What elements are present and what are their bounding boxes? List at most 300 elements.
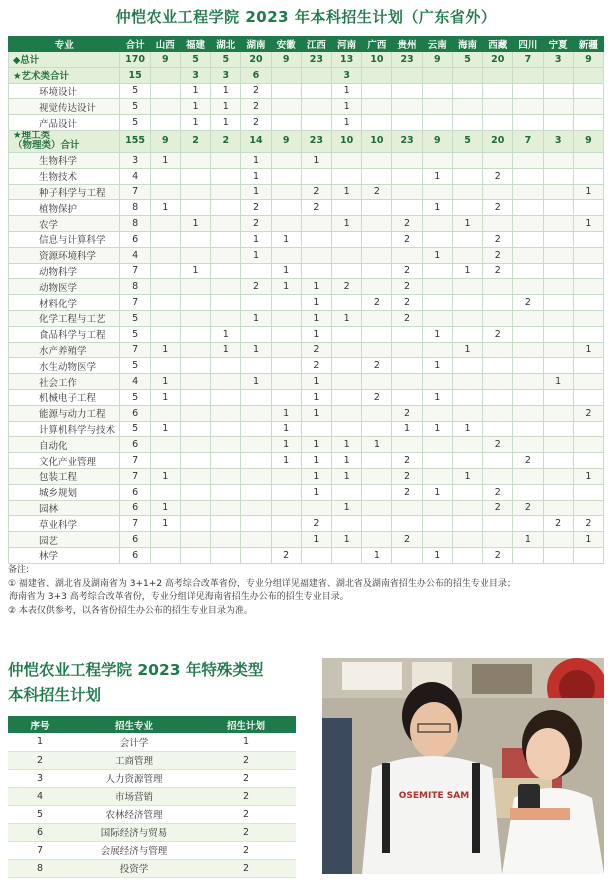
province-count-cell [452,405,482,421]
province-count-cell: 2 [392,453,422,469]
province-count-cell [452,184,482,200]
province-count-cell [513,437,543,453]
province-count-cell: 1 [271,263,301,279]
special-column-header: 序号 [8,716,72,733]
major-name: 信息与计算科学 [9,231,120,247]
column-header: 山西 [150,37,180,52]
province-count-cell [362,421,392,437]
province-count-cell [211,405,241,421]
column-header: 广西 [362,37,392,52]
province-count-cell [422,295,452,311]
province-count-cell [573,484,603,500]
province-count-cell [483,216,513,232]
column-header: 宁夏 [543,37,573,52]
province-count-cell: 1 [422,326,452,342]
province-count-cell: 10 [362,130,392,152]
notes-line-2: 海南省为 3+3 高考综合改革省份，专业分组详见海南省招生办公布的招生专业目录。 [9,592,349,602]
province-count-cell [241,516,271,532]
province-count-cell [271,247,301,263]
major-name: 生物科学 [9,152,120,168]
table-row [9,532,604,548]
province-count-cell: 1 [301,405,331,421]
province-count-cell [211,358,241,374]
province-count-cell [362,310,392,326]
province-count-cell [513,516,543,532]
table-row [9,468,604,484]
major-name: 植物保护 [9,200,120,216]
province-count-cell [180,516,210,532]
province-count-cell: 1 [150,421,180,437]
province-count-cell: 2 [271,547,301,563]
province-count-cell [573,500,603,516]
province-count-cell [301,231,331,247]
table-row [9,374,604,390]
special-column-header: 招生计划 [196,716,296,733]
province-count-cell [573,295,603,311]
province-count-cell [483,389,513,405]
province-count-cell: 1 [271,279,301,295]
notes-line-1: ① 福建省、湖北省及湖南省为 3+1+2 高考综合改革省份，专业分组详见福建省、湖北省及湖南省招生办公布的招生专业目录； [8,578,516,589]
province-count-cell [362,83,392,99]
province-count-cell: 1 [422,168,452,184]
province-count-cell [241,547,271,563]
province-count-cell: 13 [332,52,362,68]
province-count-cell [362,67,392,83]
province-count-cell [543,263,573,279]
province-count-cell: 1 [301,468,331,484]
province-count-cell [180,453,210,469]
province-count-cell [180,437,210,453]
province-count-cell [241,405,271,421]
province-count-cell [483,310,513,326]
subtotal-row [9,130,604,152]
major-name: ◆总计 [9,52,120,68]
province-count-cell [513,247,543,263]
province-count-cell: 1 [332,453,362,469]
province-count-cell [573,263,603,279]
province-count-cell [180,421,210,437]
province-count-cell [422,184,452,200]
province-count-cell: 3 [332,67,362,83]
province-count-cell [271,374,301,390]
province-count-cell [543,326,573,342]
province-count-cell [180,358,210,374]
province-count-cell [362,152,392,168]
province-count-cell [332,231,362,247]
province-count-cell: 1 [241,184,271,200]
province-count-cell: 1 [422,389,452,405]
province-count-cell: 9 [422,130,452,152]
major-name: 机械电子工程 [9,389,120,405]
province-count-cell [211,216,241,232]
table-row [9,279,604,295]
row-total-cell: 6 [120,547,150,563]
province-count-cell [483,83,513,99]
province-count-cell: 1 [452,216,482,232]
major-name: 种子科学与工程 [9,184,120,200]
special-seq-cell: 1 [8,733,72,751]
province-count-cell [513,263,543,279]
province-count-cell [543,310,573,326]
province-count-cell: 5 [452,130,482,152]
province-count-cell: 7 [513,52,543,68]
province-count-cell: 1 [150,342,180,358]
province-count-cell [573,83,603,99]
province-count-cell [483,67,513,83]
province-count-cell: 1 [452,468,482,484]
province-count-cell [573,279,603,295]
major-name: 视觉传达设计 [9,99,120,115]
province-count-cell: 2 [241,200,271,216]
notes-heading: 备注: [8,565,30,575]
major-name: ★艺术类合计 [9,67,120,83]
row-total-cell: 5 [120,421,150,437]
special-table-row [8,805,296,823]
province-count-cell [452,547,482,563]
province-count-cell [271,83,301,99]
province-count-cell: 1 [301,532,331,548]
province-count-cell: 1 [301,326,331,342]
column-header: 新疆 [573,37,603,52]
province-count-cell [332,168,362,184]
major-name: 动物科学 [9,263,120,279]
total-row [9,52,604,68]
province-count-cell [301,216,331,232]
province-count-cell [332,247,362,263]
province-count-cell [543,437,573,453]
province-count-cell [422,374,452,390]
province-count-cell: 1 [150,389,180,405]
row-total-cell: 170 [120,52,150,68]
province-count-cell [362,231,392,247]
province-count-cell [573,421,603,437]
province-count-cell [513,342,543,358]
province-count-cell: 1 [241,247,271,263]
province-count-cell [180,152,210,168]
province-count-cell [150,532,180,548]
province-count-cell [573,389,603,405]
province-count-cell [362,405,392,421]
province-count-cell [452,152,482,168]
major-name: 计算机科学与技术 [9,421,120,437]
province-count-cell [332,342,362,358]
province-count-cell [180,468,210,484]
province-count-cell: 2 [301,200,331,216]
province-count-cell [513,216,543,232]
province-count-cell [392,358,422,374]
province-count-cell [180,295,210,311]
province-count-cell [301,67,331,83]
province-count-cell [543,405,573,421]
province-count-cell: 1 [513,532,543,548]
province-count-cell: 2 [241,99,271,115]
province-count-cell [543,468,573,484]
province-count-cell [271,532,301,548]
province-count-cell [271,310,301,326]
province-count-cell [211,484,241,500]
province-count-cell [362,500,392,516]
province-count-cell [211,295,241,311]
province-count-cell [211,184,241,200]
province-count-cell [362,326,392,342]
province-count-cell [211,421,241,437]
province-count-cell [332,389,362,405]
province-count-cell: 2 [483,231,513,247]
major-name: 材料化学 [9,295,120,311]
column-header: 安徽 [271,37,301,52]
province-count-cell: 2 [483,326,513,342]
table-row [9,484,604,500]
province-count-cell [362,468,392,484]
province-count-cell [452,310,482,326]
major-name: 生物技术 [9,168,120,184]
province-count-cell [180,342,210,358]
province-count-cell [392,326,422,342]
province-count-cell [422,83,452,99]
province-count-cell [513,547,543,563]
province-count-cell: 9 [150,130,180,152]
province-count-cell [513,83,543,99]
row-total-cell: 7 [120,453,150,469]
row-total-cell: 7 [120,468,150,484]
major-name: 水生动物医学 [9,358,120,374]
province-count-cell [211,374,241,390]
province-count-cell [573,200,603,216]
column-header: 江西 [301,37,331,52]
province-count-cell [452,500,482,516]
province-count-cell [452,295,482,311]
province-count-cell: 1 [332,468,362,484]
table-row [9,247,604,263]
province-count-cell [543,358,573,374]
subtotal-label-line-2: （物理类）合计 [13,140,80,152]
enrollment-plan-table [8,36,604,564]
province-count-cell: 1 [211,83,241,99]
special-major-cell: 工商管理 [72,751,196,769]
page-title: 仲恺农业工程学院 2023 年本科招生计划（广东省外） [115,8,497,26]
province-count-cell [392,374,422,390]
province-count-cell: 1 [301,152,331,168]
special-header-row [8,716,296,733]
province-count-cell [513,67,543,83]
special-table-row [8,859,296,877]
major-name [9,130,120,152]
province-count-cell: 1 [362,437,392,453]
province-count-cell [211,168,241,184]
province-count-cell: 1 [150,500,180,516]
province-count-cell [150,310,180,326]
special-plan-cell: 2 [196,823,296,841]
special-major-cell: 人力资源管理 [72,769,196,787]
province-count-cell: 3 [543,130,573,152]
province-count-cell [513,358,543,374]
province-count-cell: 1 [211,99,241,115]
province-count-cell: 5 [211,52,241,68]
students-photo-illustration [322,658,604,874]
special-seq-cell: 3 [8,769,72,787]
column-header-major: 专业 [9,37,120,52]
province-count-cell [543,295,573,311]
province-count-cell [483,421,513,437]
province-count-cell [180,374,210,390]
row-total-cell: 5 [120,115,150,131]
province-count-cell [241,468,271,484]
province-count-cell: 1 [271,437,301,453]
province-count-cell: 2 [180,130,210,152]
province-count-cell [422,342,452,358]
province-count-cell: 1 [241,374,271,390]
province-count-cell [392,184,422,200]
province-count-cell [573,168,603,184]
province-count-cell: 2 [392,468,422,484]
province-count-cell: 5 [180,52,210,68]
column-header: 云南 [422,37,452,52]
table-row [9,342,604,358]
province-count-cell [452,168,482,184]
province-count-cell [513,405,543,421]
province-count-cell [513,468,543,484]
province-count-cell: 2 [513,453,543,469]
province-count-cell [513,374,543,390]
province-count-cell [573,358,603,374]
province-count-cell [241,326,271,342]
province-count-cell [180,231,210,247]
special-title-line-1: 仲恺农业工程学院 2023 年特殊类型 [8,661,264,679]
province-count-cell [180,532,210,548]
special-seq-cell: 8 [8,859,72,877]
province-count-cell: 2 [483,200,513,216]
special-plan-cell: 1 [196,733,296,751]
province-count-cell: 2 [483,437,513,453]
province-count-cell [362,516,392,532]
province-count-cell [180,547,210,563]
row-total-cell: 4 [120,247,150,263]
province-count-cell: 1 [241,310,271,326]
province-count-cell [452,279,482,295]
province-count-cell: 2 [362,295,392,311]
province-count-cell: 1 [180,99,210,115]
province-count-cell: 2 [392,231,422,247]
province-count-cell: 2 [211,130,241,152]
province-count-cell [543,67,573,83]
province-count-cell [483,99,513,115]
province-count-cell [543,389,573,405]
province-count-cell [301,83,331,99]
table-row [9,389,604,405]
province-count-cell: 1 [362,547,392,563]
row-total-cell: 6 [120,484,150,500]
special-plan-table [8,716,296,878]
province-count-cell: 1 [422,358,452,374]
province-count-cell [271,342,301,358]
special-major-cell: 会展经济与管理 [72,841,196,859]
province-count-cell [543,152,573,168]
province-count-cell [211,389,241,405]
province-count-cell [301,247,331,263]
province-count-cell [180,200,210,216]
table-row [9,168,604,184]
province-count-cell [543,168,573,184]
province-count-cell [301,421,331,437]
province-count-cell [271,358,301,374]
province-count-cell [362,216,392,232]
province-count-cell: 1 [422,247,452,263]
special-seq-cell: 4 [8,787,72,805]
province-count-cell [483,342,513,358]
province-count-cell [150,67,180,83]
province-count-cell [271,200,301,216]
province-count-cell [422,310,452,326]
province-count-cell [543,231,573,247]
special-table-body [8,733,296,877]
province-count-cell [332,374,362,390]
province-count-cell: 1 [150,200,180,216]
province-count-cell: 2 [392,279,422,295]
province-count-cell: 2 [483,247,513,263]
province-count-cell [271,184,301,200]
row-total-cell: 7 [120,263,150,279]
province-count-cell [332,200,362,216]
province-count-cell [452,115,482,131]
province-count-cell [392,437,422,453]
province-count-cell [362,115,392,131]
province-count-cell: 2 [362,184,392,200]
special-major-cell: 市场营销 [72,787,196,805]
province-count-cell [332,152,362,168]
province-count-cell [422,516,452,532]
province-count-cell [362,453,392,469]
special-table-row [8,733,296,751]
province-count-cell: 23 [301,130,331,152]
special-plan-cell: 2 [196,787,296,805]
major-name: 园林 [9,500,120,516]
major-name: 化学工程与工艺 [9,310,120,326]
province-count-cell: 2 [483,547,513,563]
province-count-cell: 1 [422,547,452,563]
province-count-cell [543,200,573,216]
province-count-cell: 2 [301,184,331,200]
province-count-cell [452,532,482,548]
province-count-cell: 2 [392,484,422,500]
province-count-cell [483,453,513,469]
province-count-cell [452,326,482,342]
province-count-cell [271,99,301,115]
province-count-cell [392,389,422,405]
subtotal-row [9,67,604,83]
row-total-cell: 4 [120,374,150,390]
table-row [9,421,604,437]
province-count-cell: 1 [180,263,210,279]
province-count-cell [362,168,392,184]
subtotal-label-line-1: ★理工类 [13,130,51,142]
province-count-cell [573,115,603,131]
province-count-cell [180,389,210,405]
province-count-cell: 1 [332,310,362,326]
shirt-text: OSEMITE SAM [398,791,470,801]
table-row [9,295,604,311]
province-count-cell: 9 [422,52,452,68]
province-count-cell [271,115,301,131]
table-row [9,200,604,216]
table-row [9,500,604,516]
province-count-cell: 1 [301,310,331,326]
province-count-cell: 2 [301,342,331,358]
province-count-cell: 1 [301,389,331,405]
province-count-cell: 2 [301,516,331,532]
province-count-cell [211,247,241,263]
province-count-cell [180,326,210,342]
province-count-cell [332,484,362,500]
